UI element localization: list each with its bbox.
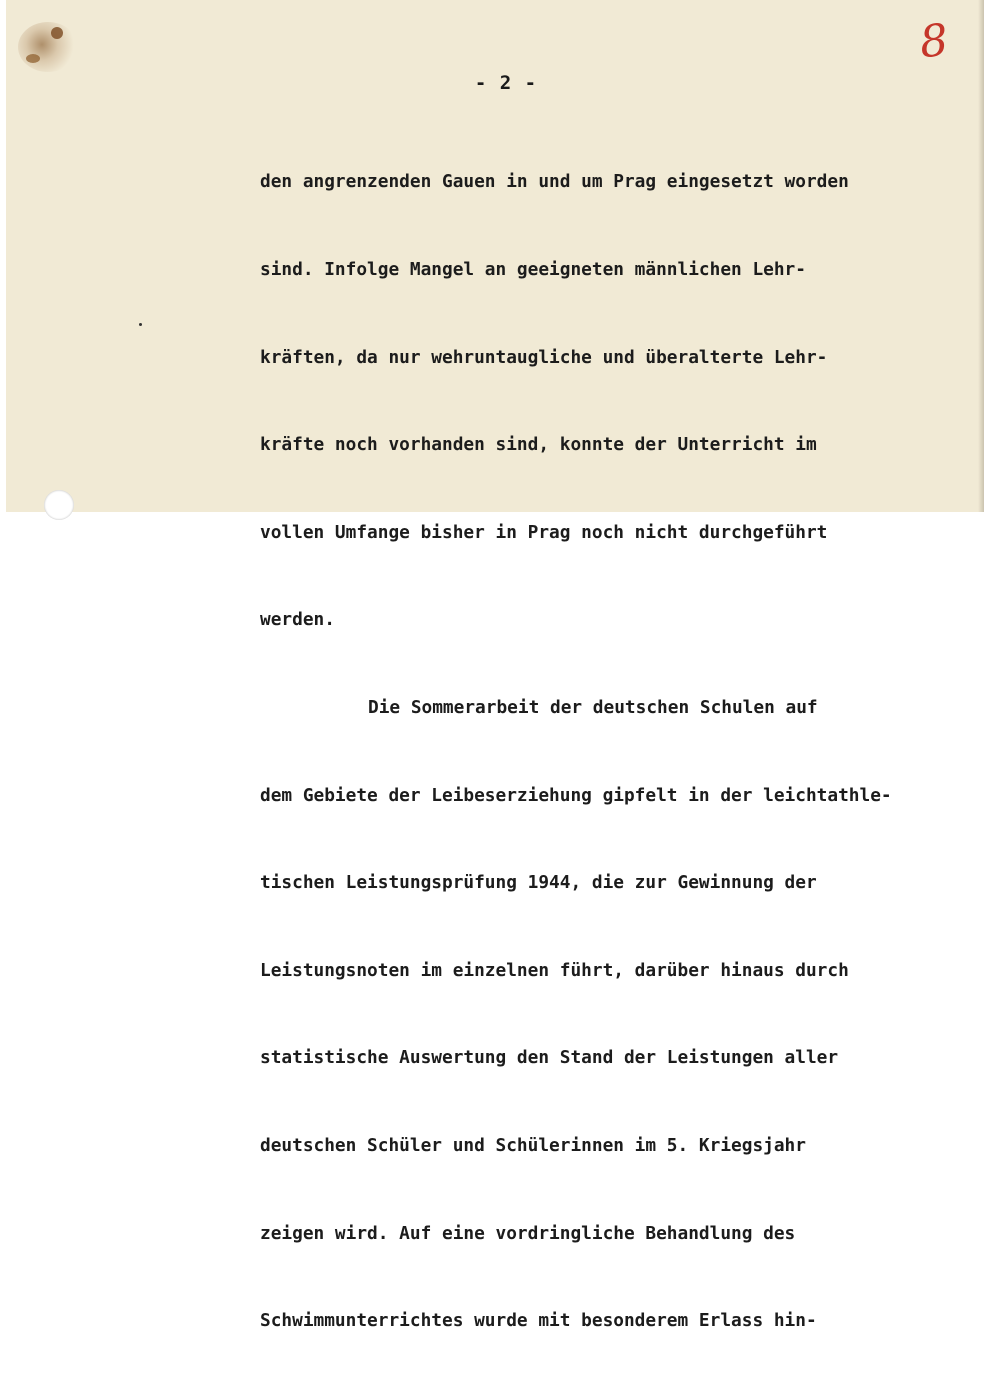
text-line: vollen Umfange bisher in Prag noch nicht durchgeführt: [260, 521, 828, 543]
text-line: kräften, da nur wehruntaugliche und überalterte Lehr-: [260, 346, 828, 368]
paragraph-first-line: Die Sommerarbeit der deutschen Schulen auf: [368, 696, 818, 718]
staple-mark: [51, 27, 63, 39]
text-line: statistische Auswertung den Stand der Leistungen aller: [260, 1047, 839, 1069]
rust-stain: [18, 22, 78, 72]
rust-spot: [26, 54, 40, 63]
text-line: zeigen wird. Auf eine vordringliche Behandlung des: [260, 1222, 796, 1244]
text-line: Schwimmunterrichtes wurde mit besonderem Erlass hin-: [260, 1310, 817, 1332]
text-line: werden.: [260, 609, 335, 631]
handwritten-folio-number: 8: [917, 14, 951, 69]
text-line: dem Gebiete der Leibeserziehung gipfelt in der leichtathle-: [260, 784, 892, 806]
text-line: Leistungsnoten im einzelnen führt, darüber hinaus durch: [260, 959, 849, 981]
text-line: deutschen Schüler und Schülerinnen im 5. Kriegsjahr: [260, 1134, 806, 1156]
text-line: tischen Leistungsprüfung 1944, die zur Gewinnung der: [260, 872, 817, 894]
text-line: den angrenzenden Gauen in und um Prag eingesetzt worden: [260, 171, 849, 193]
paper-speck: [139, 323, 142, 326]
document-page-scan: [6, 0, 984, 1332]
typed-body-text: [260, 109, 990, 1394]
text-line: kräfte noch vorhanden sind, konnte der Unterricht im: [260, 434, 817, 456]
punch-hole: [44, 490, 74, 520]
page-number: - 2 -: [474, 72, 538, 94]
text-line: sind. Infolge Mangel an geeigneten männlichen Lehr-: [260, 259, 806, 280]
